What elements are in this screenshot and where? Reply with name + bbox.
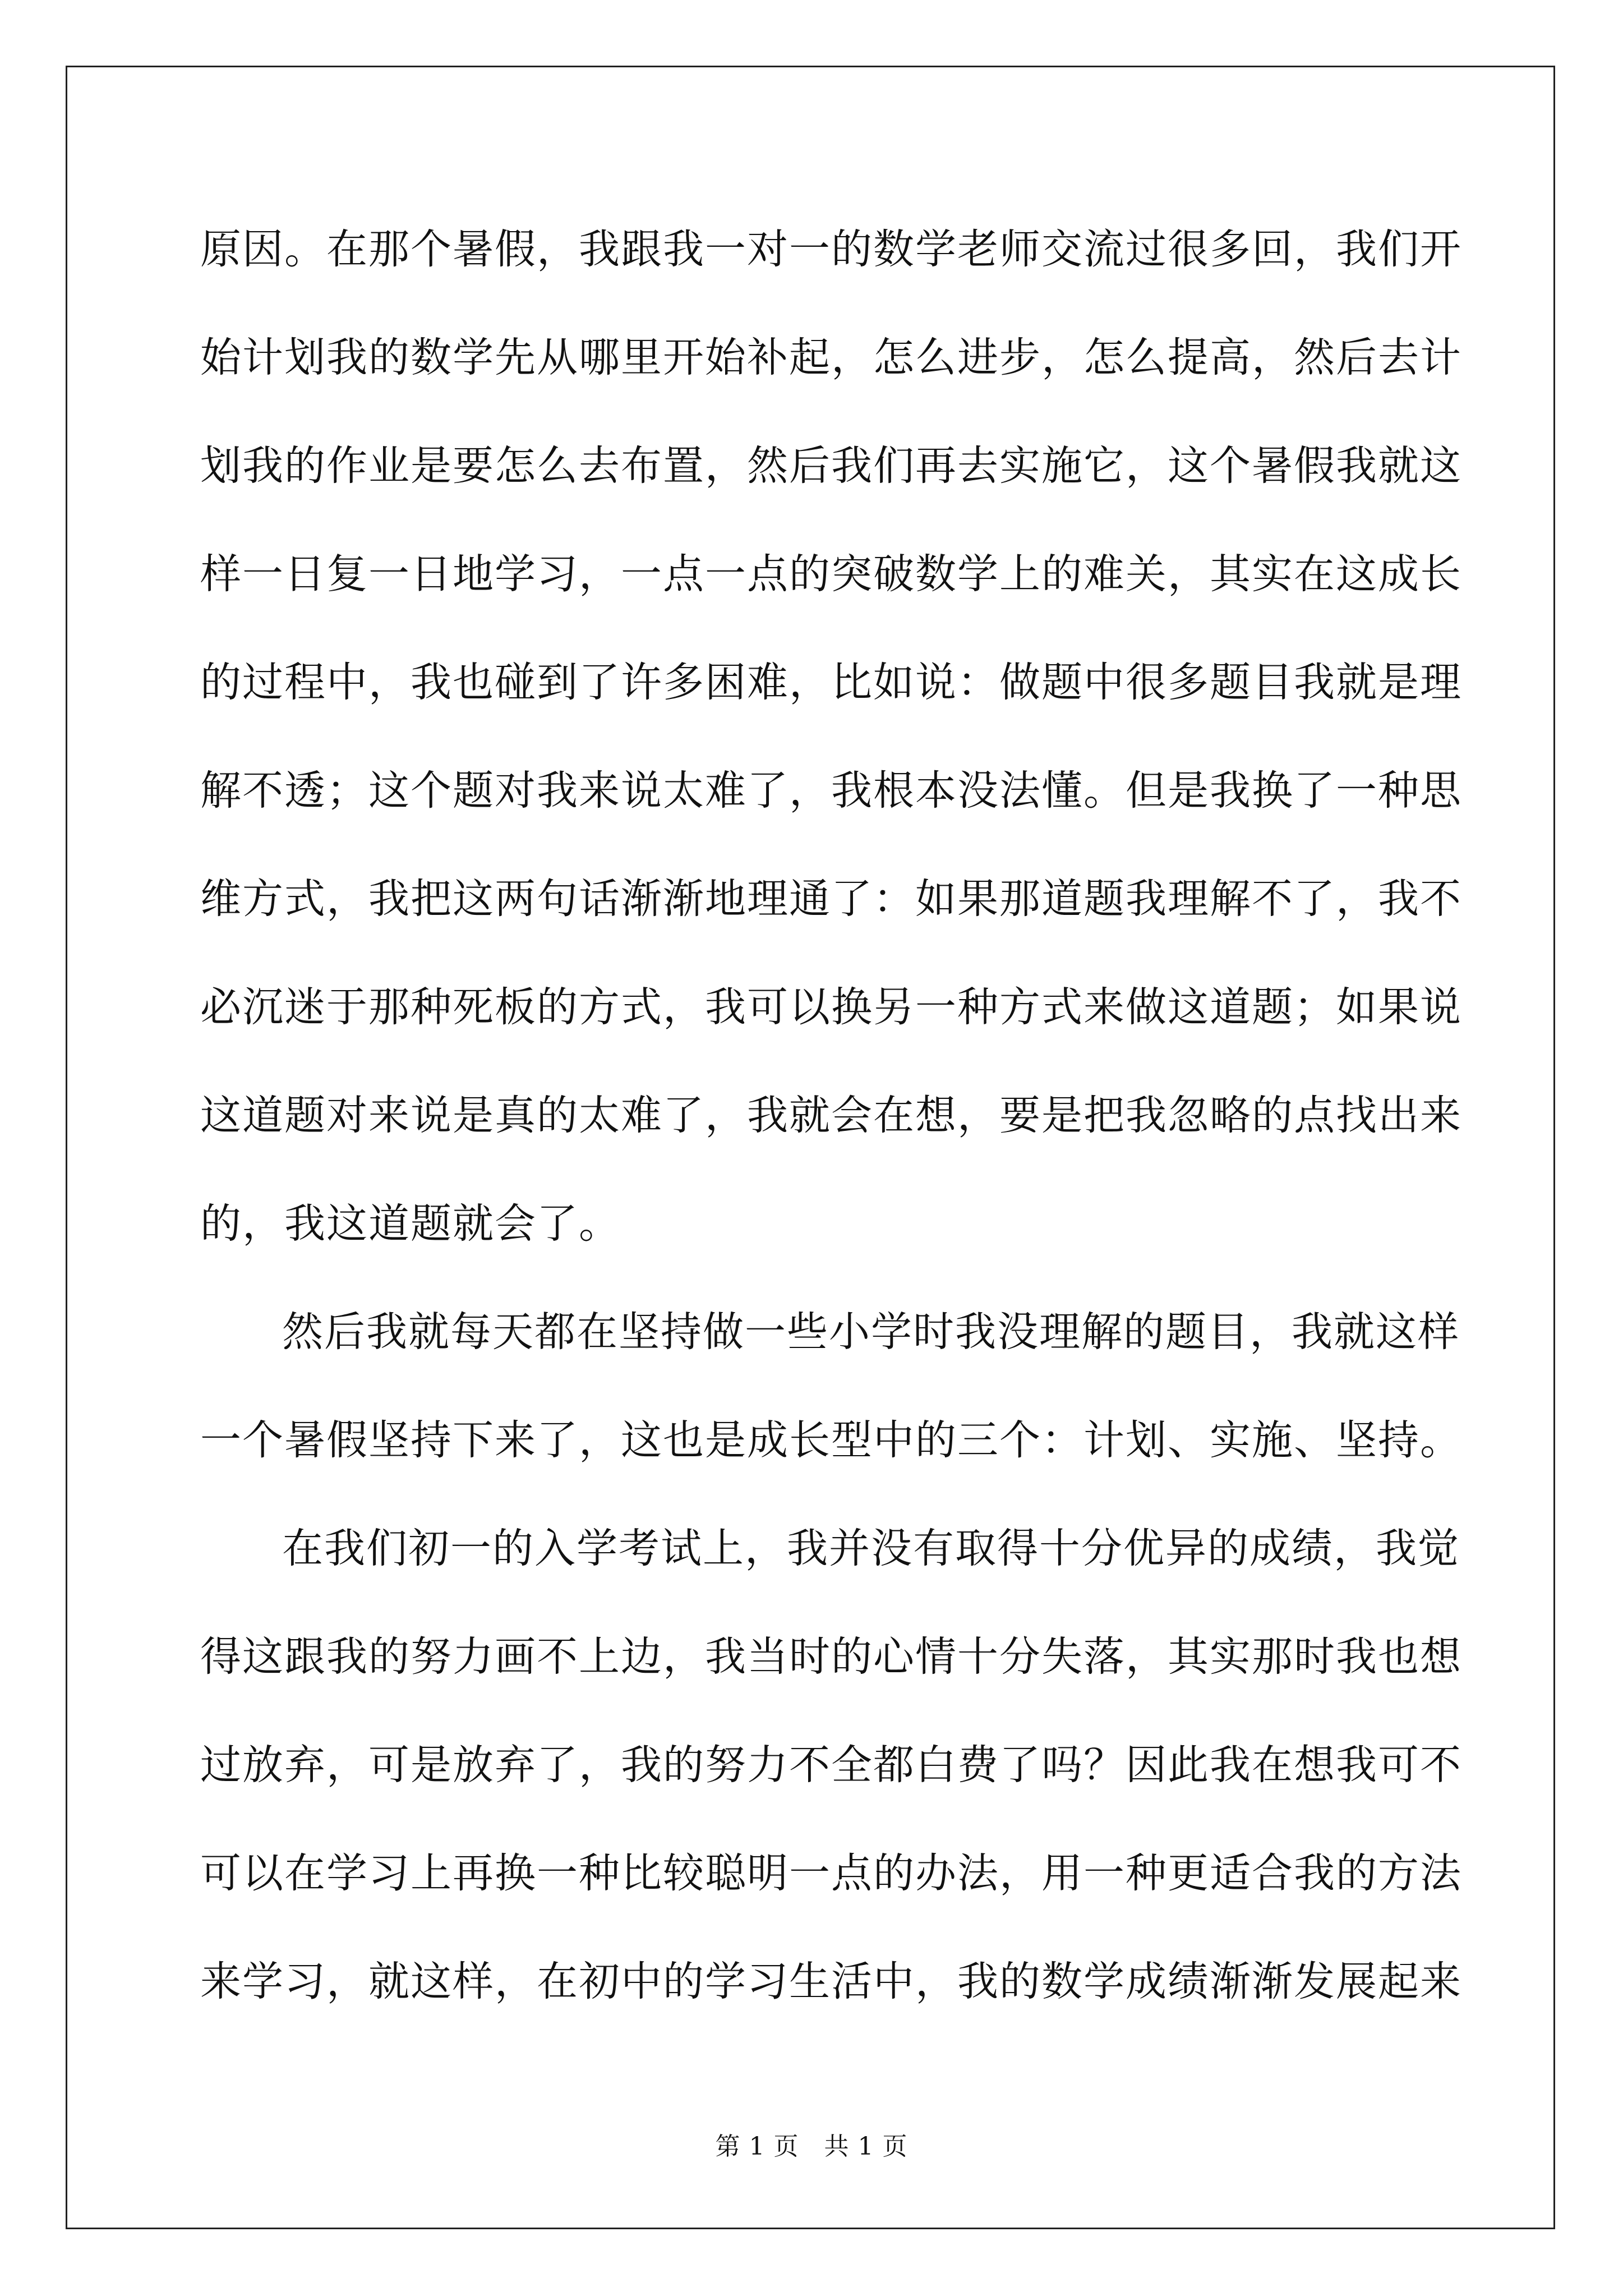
document-body — [200, 195, 1462, 2036]
text-line: 过放弃，可是放弃了，我的努力不全都白费了吗？因此我在想我可不 — [200, 1741, 1462, 1789]
text-line: 样一日复一日地学习，一点一点的突破数学上的难关，其实在这成长 — [200, 550, 1462, 598]
text-line: 维方式，我把这两句话渐渐地理通了：如果那道题我理解不了，我不 — [200, 875, 1462, 923]
paragraph-first-line: 然后我就每天都在坚持做一些小学时我没理解的题目，我就这样 — [282, 1308, 1460, 1356]
text-line: 来学习，就这样，在初中的学习生活中，我的数学成绩渐渐发展起来 — [200, 1958, 1462, 2005]
text-line: 的过程中，我也碰到了许多困难，比如说：做题中很多题目我就是理 — [200, 659, 1462, 706]
text-line: 解不透；这个题对我来说太难了，我根本没法懂。但是我换了一种思 — [200, 767, 1462, 815]
text-line: 这道题对来说是真的太难了，我就会在想，要是把我忽略的点找出来 — [200, 1092, 1462, 1139]
text-line: 一个暑假坚持下来了，这也是成长型中的三个：计划、实施、坚持。 — [200, 1416, 1462, 1464]
paragraph-first-line: 在我们初一的入学考试上，我并没有取得十分优异的成绩，我觉 — [282, 1525, 1460, 1572]
text-line: 必沉迷于那种死板的方式，我可以换另一种方式来做这道题；如果说 — [200, 983, 1462, 1031]
text-line: 得这跟我的努力画不上边，我当时的心情十分失落，其实那时我也想 — [200, 1633, 1462, 1681]
text-line: 始计划我的数学先从哪里开始补起，怎么进步，怎么提高，然后去计 — [200, 334, 1462, 381]
page-number-footer: 第 1 页 共 1 页 — [715, 2132, 908, 2161]
text-line: 划我的作业是要怎么去布置，然后我们再去实施它，这个暑假我就这 — [200, 442, 1462, 490]
text-line: 可以在学习上再换一种比较聪明一点的办法，用一种更适合我的方法 — [200, 1849, 1462, 1897]
text-line: 原因。在那个暑假，我跟我一对一的数学老师交流过很多回，我们开 — [200, 226, 1462, 273]
text-line: 的，我这道题就会了。 — [200, 1200, 621, 1248]
